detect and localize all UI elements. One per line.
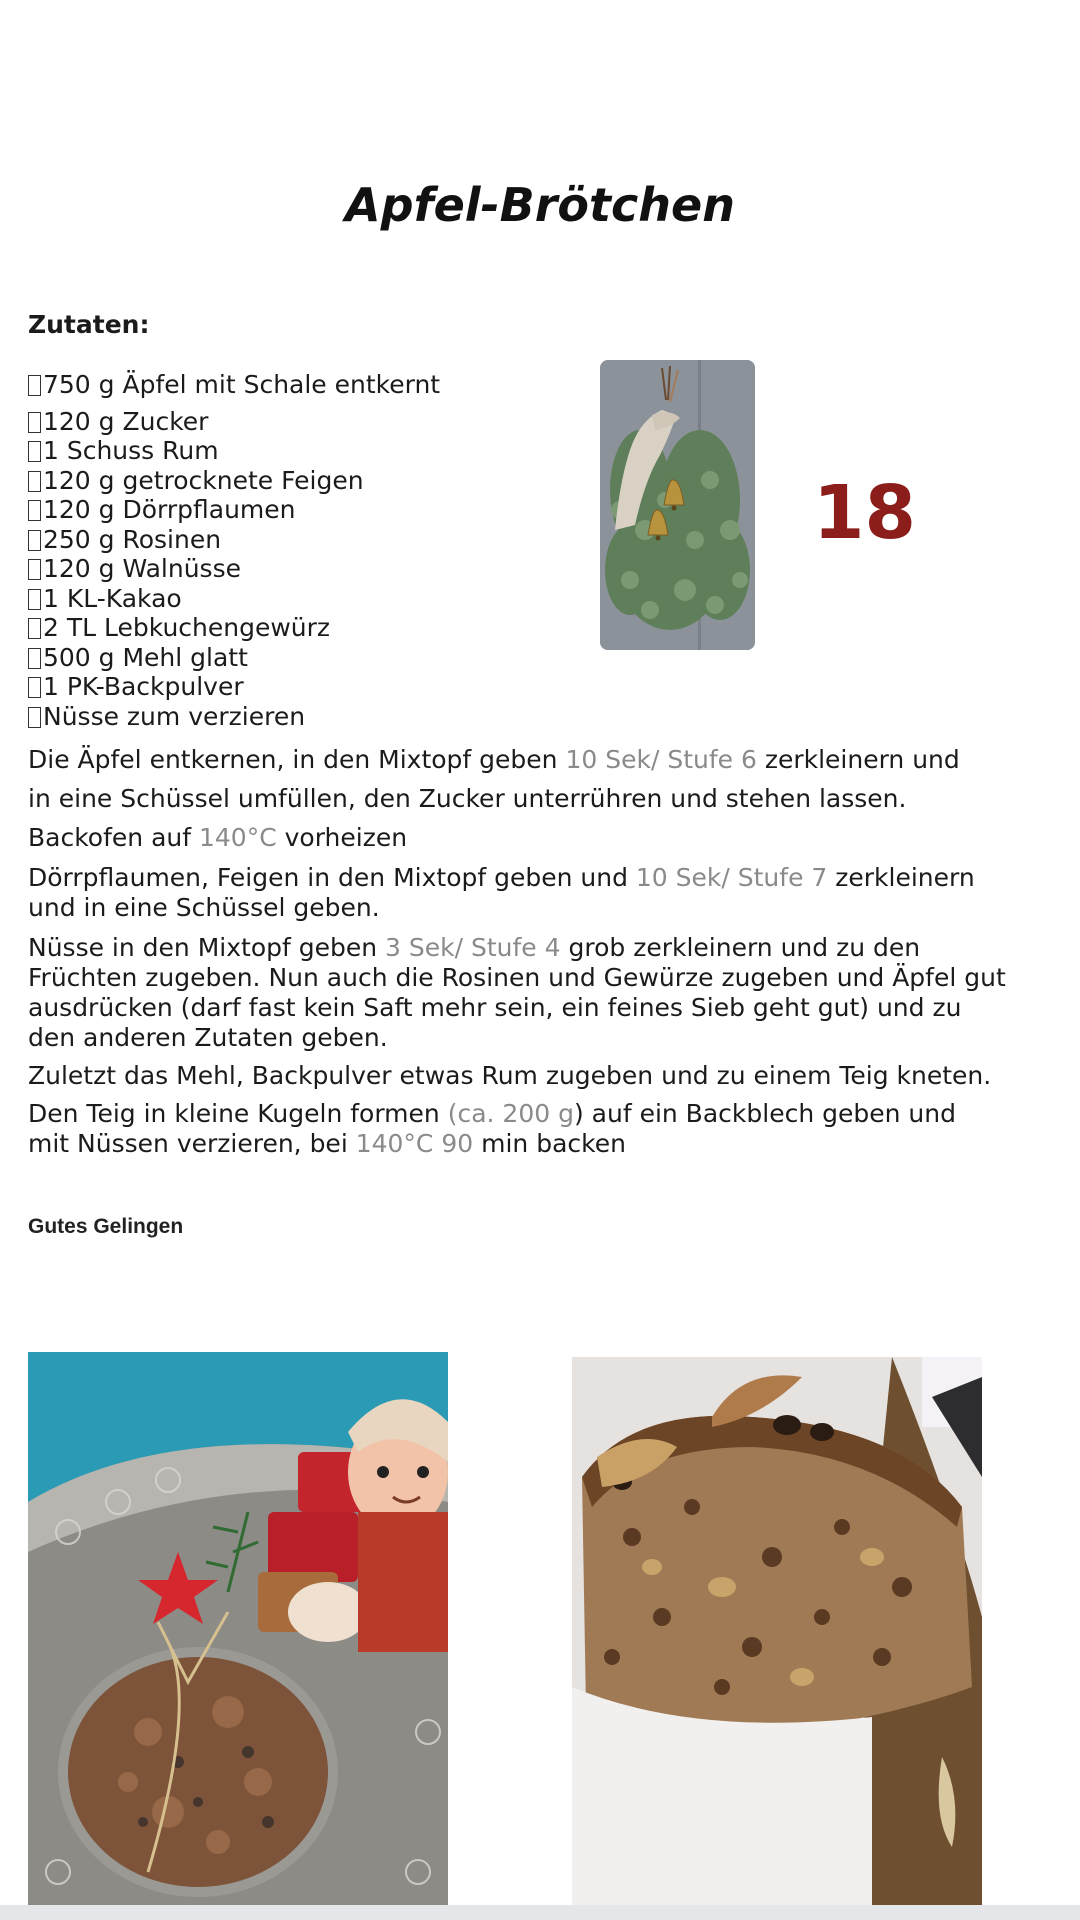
preparation-steps (28, 740, 1068, 1159)
step-paragraph: Dörrpflaumen, Feigen in den Mixtopf geben und 10 Sek/ Stufe 7 zerkleinern und in eine Schüssel geben. (28, 863, 975, 922)
bottom-scroll-bar (0, 1905, 1080, 1920)
missing-glyph-icon (28, 441, 41, 462)
step-paragraph: Nüsse in den Mixtopf geben 3 Sek/ Stufe 4 grob zerkleinern und zu den Früchten zugeben. Nun auch die Rosinen und Gewürze zugeben und Äpfel gut ausdrücken (darf fast kein Saft mehr sein, ein feines Sieb geht gut) und zu den anderen Zutaten geben. (28, 933, 1006, 1052)
ingredients-heading: Zutaten: (28, 310, 150, 339)
gift-bread-illustration (28, 1352, 448, 1907)
missing-glyph-icon (28, 648, 41, 669)
missing-glyph-icon (28, 618, 41, 639)
ingredient-item: Nüsse zum verzieren (28, 702, 440, 732)
ingredient-item: 120 g Dörrpflaumen (28, 495, 440, 525)
missing-glyph-icon (28, 530, 41, 551)
missing-glyph-icon (28, 559, 41, 580)
ingredient-item: 120 g getrocknete Feigen (28, 466, 440, 496)
ingredient-item: 2 TL Lebkuchengewürz (28, 613, 440, 643)
wreath-illustration (600, 360, 755, 650)
ingredient-list (28, 370, 440, 731)
ingredient-item: 120 g Walnüsse (28, 554, 440, 584)
step-paragraph: Zuletzt das Mehl, Backpulver etwas Rum zugeben und zu einem Teig kneten. (28, 1061, 992, 1090)
missing-glyph-icon (28, 412, 41, 433)
missing-glyph-icon (28, 589, 41, 610)
closing-text: Gutes Gelingen (28, 1215, 184, 1238)
ingredient-item: 1 Schuss Rum (28, 436, 440, 466)
missing-glyph-icon (28, 375, 41, 396)
ingredient-item: 1 KL-Kakao (28, 584, 440, 614)
gift-wrapped-bread-photo (28, 1352, 448, 1907)
eucalyptus-wreath-photo (600, 360, 755, 650)
ingredient-item: 120 g Zucker (28, 407, 440, 437)
recipe-title: Apfel-Brötchen (345, 178, 735, 232)
ingredient-item: 250 g Rosinen (28, 525, 440, 555)
missing-glyph-icon (28, 500, 41, 521)
sliced-bread-illustration (572, 1357, 982, 1907)
step-paragraph: Die Äpfel entkernen, in den Mixtopf geben 10 Sek/ Stufe 6 zerkleinern und in eine Schüssel umfüllen, den Zucker unterrühren und stehen lassen. Backofen auf 140°C vorheizen (28, 745, 960, 852)
ingredient-item: 500 g Mehl glatt (28, 643, 440, 673)
missing-glyph-icon (28, 471, 41, 492)
ingredient-item: 1 PK-Backpulver (28, 672, 440, 702)
advent-day-number: 18 (813, 470, 916, 556)
step-paragraph: Den Teig in kleine Kugeln formen (ca. 200 g) auf ein Backblech geben und mit Nüssen verzieren, bei 140°C 90 min backen (28, 1099, 956, 1158)
missing-glyph-icon (28, 677, 41, 698)
sliced-fruit-bread-photo (572, 1357, 982, 1907)
ingredient-item: 750 g Äpfel mit Schale entkernt (28, 370, 440, 400)
missing-glyph-icon (28, 707, 41, 728)
